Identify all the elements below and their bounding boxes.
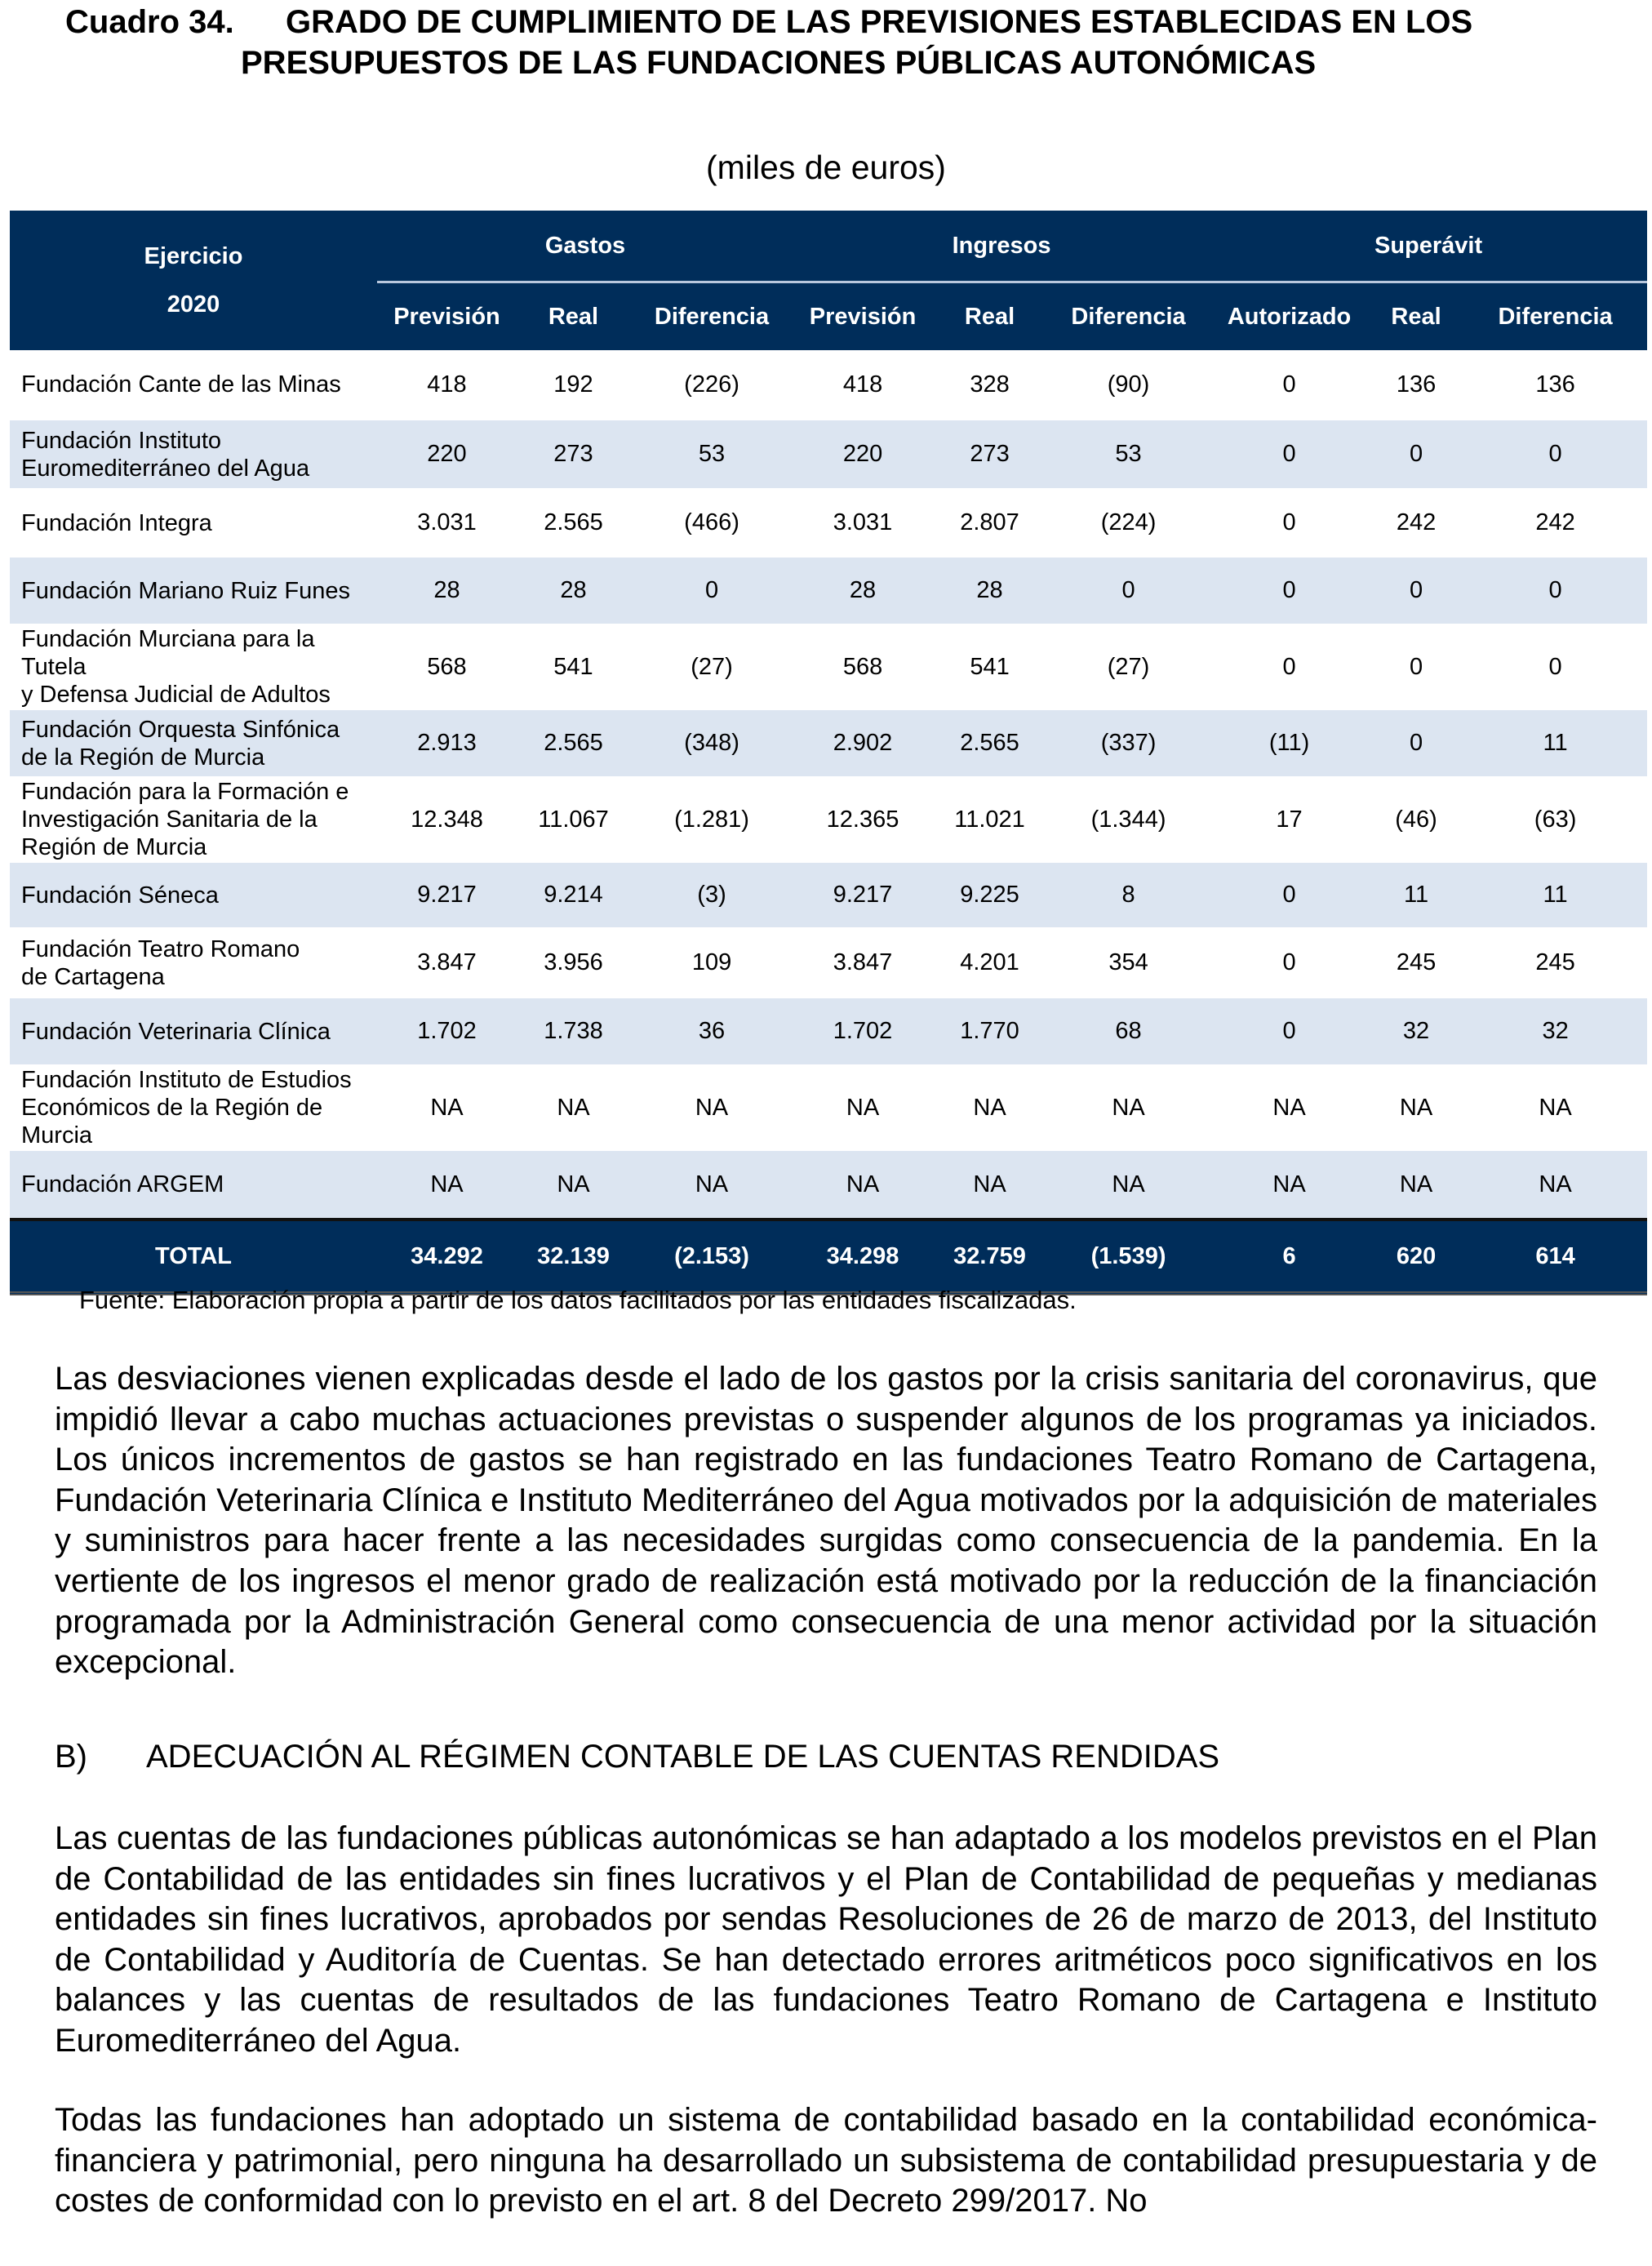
value-cell: NA [517, 1065, 630, 1150]
value-cell: 0 [1369, 420, 1463, 489]
value-cell: 8 [1047, 862, 1210, 928]
value-cell: 354 [1047, 928, 1210, 997]
total-label: TOTAL [10, 1220, 377, 1294]
value-cell: NA [932, 1150, 1047, 1220]
value-cell: 11 [1463, 862, 1647, 928]
column-header: Real [1369, 282, 1463, 351]
value-cell: NA [377, 1065, 517, 1150]
value-cell: NA [630, 1150, 793, 1220]
caption-line-1: GRADO DE CUMPLIMIENTO DE LAS PREVISIONES ESTABLECIDAS EN LOS [286, 4, 1473, 40]
value-cell: 418 [793, 350, 932, 420]
total-value-cell: 32.139 [517, 1220, 630, 1294]
units-label: (miles de euros) [706, 149, 946, 186]
value-cell: NA [1210, 1150, 1369, 1220]
value-cell: 28 [377, 557, 517, 624]
value-cell: 0 [1369, 624, 1463, 709]
group-header-ingresos: Ingresos [793, 211, 1210, 282]
value-cell: (3) [630, 862, 793, 928]
value-cell: (466) [630, 489, 793, 557]
value-cell: NA [1463, 1065, 1647, 1150]
total-value-cell: 34.292 [377, 1220, 517, 1294]
table-row [10, 557, 1647, 624]
value-cell: 0 [1210, 420, 1369, 489]
value-cell: 9.225 [932, 862, 1047, 928]
table-row [10, 862, 1647, 928]
value-cell: 17 [1210, 777, 1369, 862]
foundation-name: Fundación Séneca [10, 862, 377, 928]
value-cell: (11) [1210, 709, 1369, 777]
table-row [10, 624, 1647, 709]
table-row [10, 709, 1647, 777]
corner-header [10, 211, 377, 350]
value-cell: NA [1369, 1065, 1463, 1150]
value-cell: NA [517, 1150, 630, 1220]
value-cell: 2.565 [517, 709, 630, 777]
table-row [10, 997, 1647, 1065]
value-cell: 0 [1463, 420, 1647, 489]
table-row [10, 928, 1647, 997]
value-cell: 541 [932, 624, 1047, 709]
value-cell: 2.565 [517, 489, 630, 557]
value-cell: 3.956 [517, 928, 630, 997]
value-cell: 3.847 [377, 928, 517, 997]
value-cell: NA [377, 1150, 517, 1220]
foundation-name: Fundación Orquesta Sinfónica de la Región de Murcia [10, 709, 377, 777]
value-cell: 12.348 [377, 777, 517, 862]
foundation-name: Fundación Veterinaria Clínica [10, 997, 377, 1065]
total-value-cell: 614 [1463, 1220, 1647, 1294]
foundation-name: Fundación Integra [10, 489, 377, 557]
value-cell: NA [1047, 1150, 1210, 1220]
paragraph-systems: Todas las fundaciones han adoptado un sistema de contabilidad basado en la contabilidad económica-financiera y patrimonial, pero ninguna ha desarrollado un subsistema de contabilidad presupuestaria y de costes de conformidad con lo previsto en el art. 8 del Decreto 299/2017. No [55, 2102, 1597, 2219]
value-cell: 1.702 [377, 997, 517, 1065]
value-cell: 3.031 [377, 489, 517, 557]
column-header: Previsión [793, 282, 932, 351]
value-cell: NA [932, 1065, 1047, 1150]
column-header: Autorizado [1210, 282, 1369, 351]
value-cell: 11.021 [932, 777, 1047, 862]
value-cell: 12.365 [793, 777, 932, 862]
value-cell: NA [630, 1065, 793, 1150]
total-value-cell: 6 [1210, 1220, 1369, 1294]
table-row [10, 1150, 1647, 1220]
value-cell: 136 [1463, 350, 1647, 420]
value-cell: 0 [1210, 997, 1369, 1065]
value-cell: NA [1463, 1150, 1647, 1220]
value-cell: NA [793, 1065, 932, 1150]
foundation-name: Fundación Cante de las Minas [10, 350, 377, 420]
value-cell: 0 [1210, 624, 1369, 709]
value-cell: (1.281) [630, 777, 793, 862]
value-cell: (63) [1463, 777, 1647, 862]
section-heading [55, 1739, 1219, 1775]
total-value-cell: 32.759 [932, 1220, 1047, 1294]
column-header: Real [932, 282, 1047, 351]
total-row [10, 1220, 1647, 1294]
value-cell: 273 [517, 420, 630, 489]
value-cell: 0 [1210, 862, 1369, 928]
column-header: Real [517, 282, 630, 351]
value-cell: 28 [932, 557, 1047, 624]
section-letter: B) [55, 1739, 87, 1775]
total-value-cell: 620 [1369, 1220, 1463, 1294]
value-cell: 1.702 [793, 997, 932, 1065]
column-header: Diferencia [1463, 282, 1647, 351]
value-cell: 2.807 [932, 489, 1047, 557]
value-cell: 9.217 [793, 862, 932, 928]
foundation-name: Fundación Murciana para la Tutela y Defensa Judicial de Adultos [10, 624, 377, 709]
value-cell: 11.067 [517, 777, 630, 862]
value-cell: (337) [1047, 709, 1210, 777]
value-cell: 2.902 [793, 709, 932, 777]
table-row [10, 489, 1647, 557]
value-cell: 0 [1463, 557, 1647, 624]
value-cell: 2.565 [932, 709, 1047, 777]
value-cell: 192 [517, 350, 630, 420]
value-cell: 0 [1210, 350, 1369, 420]
value-cell: (46) [1369, 777, 1463, 862]
table-row [10, 777, 1647, 862]
value-cell: 328 [932, 350, 1047, 420]
foundation-name: Fundación Instituto Euromediterráneo del Agua [10, 420, 377, 489]
value-cell: 0 [1369, 557, 1463, 624]
value-cell: 541 [517, 624, 630, 709]
value-cell: NA [1369, 1150, 1463, 1220]
value-cell: 9.217 [377, 862, 517, 928]
total-value-cell: (1.539) [1047, 1220, 1210, 1294]
paragraph-accounting: Las cuentas de las fundaciones públicas autonómicas se han adaptado a los modelos previstos en el Plan de Contabilidad de las entidades sin fines lucrativos y el Plan de Contabilidad de pequeñas y medianas entidades sin fines lucrativos, aprobados por sendas Resoluciones de 26 de marzo de 2013, del Instituto de Contabilidad y Auditoría de Cuentas. Se han detectado errores aritméticos poco significativos en los balances y las cuentas de resultados de las fundaciones Teatro Romano de Cartagena e Instituto Euromediterráneo del Agua. [55, 1820, 1597, 2059]
value-cell: 242 [1463, 489, 1647, 557]
value-cell: 53 [1047, 420, 1210, 489]
section-title: ADECUACIÓN AL RÉGIMEN CONTABLE DE LAS CUENTAS RENDIDAS [146, 1739, 1220, 1775]
table-row [10, 1065, 1647, 1150]
value-cell: 568 [793, 624, 932, 709]
group-header-gastos: Gastos [377, 211, 793, 282]
value-cell: 36 [630, 997, 793, 1065]
value-cell: 245 [1463, 928, 1647, 997]
value-cell: 4.201 [932, 928, 1047, 997]
value-cell: 0 [1210, 489, 1369, 557]
group-header-superavit: Superávit [1210, 211, 1647, 282]
foundation-name: Fundación para la Formación e Investigación Sanitaria de la Región de Murcia [10, 777, 377, 862]
total-value-cell: 34.298 [793, 1220, 932, 1294]
column-header: Previsión [377, 282, 517, 351]
year-label: 2020 [167, 291, 220, 318]
value-cell: (27) [630, 624, 793, 709]
value-cell: 11 [1463, 709, 1647, 777]
value-cell: 32 [1463, 997, 1647, 1065]
value-cell: 28 [517, 557, 630, 624]
value-cell: (1.344) [1047, 777, 1210, 862]
value-cell: 0 [630, 557, 793, 624]
value-cell: 0 [1210, 557, 1369, 624]
paragraph-deviations: Las desviaciones vienen explicadas desde el lado de los gastos por la crisis sanitaria del coronavirus, que impidió llevar a cabo muchas actuaciones previstas o suspender algunos de los programas ya iniciados. Los únicos incrementos de gastos se han registrado en las fundaciones Teatro Romano de Cartagena, Fundación Veterinaria Clínica e Instituto Mediterráneo del Agua motivados por la adquisición de materiales y suministros para hacer frente a las necesidades surgidas como consecuencia de la pandemia. En la vertiente de los ingresos el menor grado de realización está motivado por la reducción de la financiación programada por la Administración General como consecuencia de una menor actividad por la situación excepcional. [55, 1361, 1597, 1681]
total-value-cell: (2.153) [630, 1220, 793, 1294]
caption-line-2: PRESUPUESTOS DE LAS FUNDACIONES PÚBLICAS AUTONÓMICAS [241, 45, 1317, 81]
value-cell: 0 [1369, 709, 1463, 777]
foundation-name: Fundación ARGEM [10, 1150, 377, 1220]
value-cell: (90) [1047, 350, 1210, 420]
value-cell: NA [1047, 1065, 1210, 1150]
value-cell: 1.738 [517, 997, 630, 1065]
value-cell: 220 [377, 420, 517, 489]
value-cell: 1.770 [932, 997, 1047, 1065]
value-cell: 109 [630, 928, 793, 997]
table-caption [65, 2, 1600, 83]
value-cell: 418 [377, 350, 517, 420]
value-cell: (226) [630, 350, 793, 420]
value-cell: NA [1210, 1065, 1369, 1150]
value-cell: 242 [1369, 489, 1463, 557]
value-cell: 568 [377, 624, 517, 709]
value-cell: 273 [932, 420, 1047, 489]
value-cell: 0 [1047, 557, 1210, 624]
value-cell: 32 [1369, 997, 1463, 1065]
value-cell: (224) [1047, 489, 1210, 557]
value-cell: 3.031 [793, 489, 932, 557]
budget-compliance-table [10, 211, 1647, 1295]
value-cell: 11 [1369, 862, 1463, 928]
table-row [10, 420, 1647, 489]
foundation-name: Fundación Mariano Ruiz Funes [10, 557, 377, 624]
value-cell: 3.847 [793, 928, 932, 997]
foundation-name: Fundación Teatro Romano de Cartagena [10, 928, 377, 997]
value-cell: 245 [1369, 928, 1463, 997]
value-cell: (348) [630, 709, 793, 777]
value-cell: 53 [630, 420, 793, 489]
ejercicio-label: Ejercicio [144, 242, 243, 269]
value-cell: 68 [1047, 997, 1210, 1065]
source-note: Fuente: Elaboración propia a partir de los datos facilitados por las entidades fiscalizadas. [79, 1286, 1077, 1314]
value-cell: (27) [1047, 624, 1210, 709]
column-header: Diferencia [630, 282, 793, 351]
value-cell: 0 [1210, 928, 1369, 997]
column-header: Diferencia [1047, 282, 1210, 351]
value-cell: 9.214 [517, 862, 630, 928]
table-row [10, 350, 1647, 420]
value-cell: 136 [1369, 350, 1463, 420]
caption-number: Cuadro 34. [65, 4, 234, 40]
value-cell: 0 [1463, 624, 1647, 709]
value-cell: NA [793, 1150, 932, 1220]
value-cell: 2.913 [377, 709, 517, 777]
value-cell: 220 [793, 420, 932, 489]
foundation-name: Fundación Instituto de Estudios Económicos de la Región de Murcia [10, 1065, 377, 1150]
value-cell: 28 [793, 557, 932, 624]
